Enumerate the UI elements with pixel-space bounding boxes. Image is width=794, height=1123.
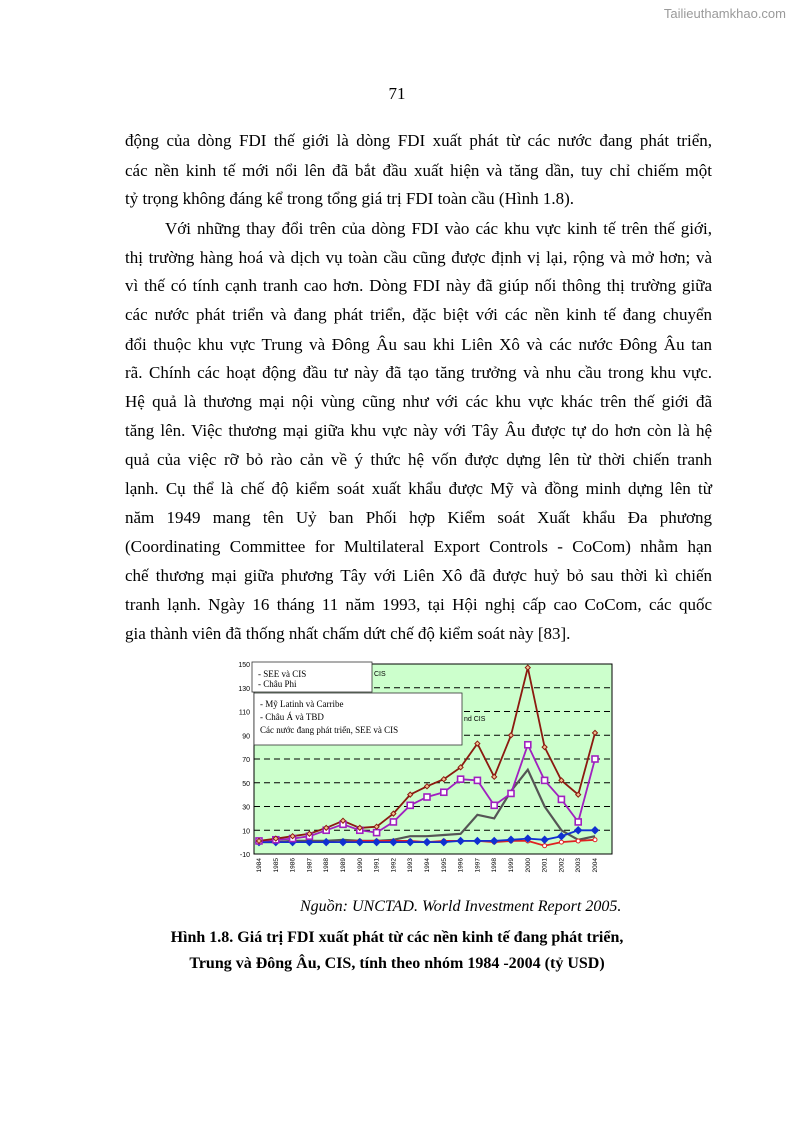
x-tick-label: 1987 (306, 858, 314, 873)
legend-entry: - Châu Á và TBD (260, 712, 324, 722)
paragraph-line: gia thành viên đã thống nhất chấm dứt chế độ kiểm soát này [83]. (125, 624, 571, 643)
x-tick-label: 2000 (524, 858, 532, 873)
data-point (559, 840, 563, 844)
x-tick-label: 2001 (541, 858, 549, 873)
legend-entry: Các nước đang phát triển, SEE và CIS (260, 725, 399, 735)
x-tick-label: 1993 (407, 858, 415, 873)
paragraph-line: quả của việc rỡ bỏ rào cản về ý thức hệ vốn được dựng lên từ thời chiến tranh (125, 450, 712, 469)
data-point (593, 838, 597, 842)
paragraph-line: tranh lạnh. Ngày 16 tháng 11 năm 1993, tại Hội nghị cấp cao CoCom, các quốc (125, 595, 712, 614)
x-tick-label: 1994 (424, 858, 431, 873)
watermark: Tailieuthamkhao.com (663, 6, 786, 21)
x-tick-label: 1989 (340, 858, 347, 873)
paragraph-line: đổi thuộc khu vực Trung và Đông Âu sau khi Liên Xô và các nước Đông Âu tan (125, 335, 712, 354)
data-point (441, 789, 447, 795)
data-point (407, 802, 413, 808)
data-point (576, 839, 580, 843)
x-tick-label: 1995 (440, 858, 448, 873)
paragraph-line: rã. Chính các hoạt động đầu tư này đã tạo tăng trưởng và nhu cầu trong khu vực. (125, 363, 712, 382)
data-point (424, 794, 430, 800)
paragraph-line: Với những thay đổi trên của dòng FDI vào các khu vực kinh tế trên thế giới, (165, 219, 712, 238)
paragraph-line: (Coordinating Committee for Multilateral Export Controls - CoCom) nhằm hạn (125, 537, 712, 556)
x-tick-label: 1986 (289, 858, 297, 873)
figure-caption: Hình 1.8. Giá trị FDI xuất phát từ các nền kinh tế đang phát triển, (170, 929, 624, 946)
y-tick-label: 70 (242, 757, 250, 764)
paragraph-line: các nước phát triển và đang phát triển, đặc biệt với các nền kinh tế đang chuyển (125, 305, 712, 324)
paragraph-line: các nền kinh tế mới nổi lên đã bắt đầu xuất hiện và tăng dần, tuy chỉ chiếm một (125, 161, 712, 180)
paragraph-line: vì thế có tính cạnh tranh cao hơn. Dòng FDI này đã giúp nối thông thị trường giữa (125, 276, 712, 295)
y-tick-label: 150 (238, 662, 250, 669)
legend-entry: - SEE và CIS (258, 669, 307, 679)
x-tick-label: 1984 (256, 858, 263, 873)
y-tick-label: 50 (242, 780, 250, 788)
paragraph-line: năm 1949 mang tên Uỷ ban Phối hợp Kiểm soát Xuất khẩu Đa phương (125, 508, 712, 527)
chart-svg (224, 656, 616, 880)
data-point (558, 796, 564, 802)
data-point (474, 777, 480, 783)
fdi-line-chart (224, 656, 616, 880)
paragraph-line: động của dòng FDI thế giới là dòng FDI xuất phát từ các nước đang phát triển, (125, 131, 712, 150)
y-tick-label: 90 (242, 733, 250, 741)
x-tick-label: 2002 (558, 858, 566, 873)
data-point (543, 844, 547, 848)
data-point (525, 742, 531, 748)
y-tick-label: 130 (238, 685, 250, 693)
x-tick-label: 1988 (323, 858, 331, 873)
paragraph-line: chế thương mại giữa phương Tây với Liên Xô đã được huỷ bỏ sau thời kì chiến (125, 566, 712, 585)
y-tick-label: -10 (239, 852, 250, 859)
data-point (390, 819, 396, 825)
page-number: 71 (388, 84, 406, 103)
legend-fragment: nd CIS (464, 716, 486, 723)
y-tick-label: 10 (242, 828, 250, 836)
x-tick-label: 1985 (272, 858, 280, 873)
legend-entry: - Châu Phi (258, 679, 297, 689)
y-tick-label: 30 (242, 804, 250, 812)
data-point (592, 756, 598, 762)
x-tick-label: 1991 (373, 858, 381, 873)
data-point (575, 819, 581, 825)
x-tick-label: 1997 (474, 858, 482, 873)
paragraph-line: tỷ trọng không đáng kể trong tổng giá trị FDI toàn cầu (Hình 1.8). (125, 189, 575, 208)
paragraph-line: thị trường hàng hoá và dịch vụ toàn cầu cũng được định vị lại, rộng và mở hơn; và (125, 248, 712, 267)
data-point (542, 777, 548, 783)
legend-entry: - Mỹ Latinh và Carribe (260, 699, 344, 709)
x-tick-label: 1990 (356, 858, 364, 873)
data-point (374, 830, 380, 836)
paragraph-line: Hệ quả là thương mại nội vùng cũng như với các khu vực khác trên thế giới đã (125, 392, 712, 411)
legend-fragment: CIS (374, 671, 386, 678)
x-tick-label: 2003 (575, 858, 583, 873)
data-point (458, 776, 464, 782)
data-point (491, 802, 497, 808)
x-tick-label: 1992 (390, 858, 398, 873)
data-point (508, 790, 514, 796)
x-tick-label: 1996 (457, 858, 465, 873)
figure-caption: Trung và Đông Âu, CIS, tính theo nhóm 1984 -2004 (tỷ USD) (189, 955, 605, 972)
x-tick-label: 2004 (592, 858, 599, 873)
x-tick-label: 1999 (508, 858, 515, 873)
paragraph-line: lạnh. Cụ thể là chế độ kiểm soát xuất khẩu được Mỹ và đồng minh dựng lên từ (125, 479, 712, 498)
source-note: Nguồn: UNCTAD. World Investment Report 2005. (300, 898, 622, 915)
paragraph-line: tăng lên. Việc thương mại giữa khu vực này với Tây Âu được tự do hơn còn là hệ (125, 421, 712, 440)
x-tick-label: 1998 (491, 858, 499, 873)
y-tick-label: 110 (238, 709, 250, 717)
